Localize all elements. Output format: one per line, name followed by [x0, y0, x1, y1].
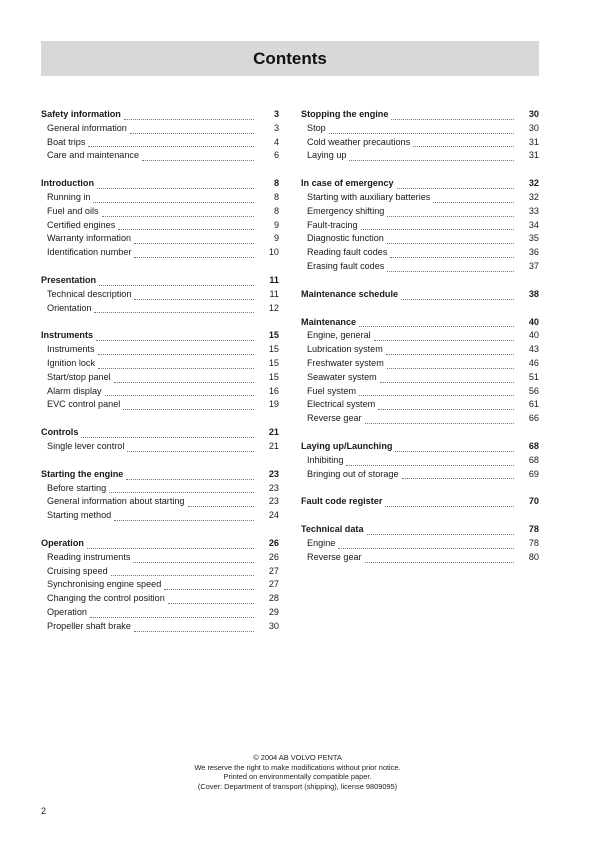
- toc-section: [301, 523, 539, 564]
- toc-entry-page: 31: [528, 136, 539, 147]
- toc-entry-page: 30: [268, 620, 279, 631]
- toc-subentry[interactable]: [41, 620, 279, 634]
- toc-subentry[interactable]: [41, 232, 279, 246]
- footer-line: We reserve the right to make modifications without prior notice.: [194, 762, 401, 772]
- dot-leader: [397, 179, 515, 189]
- toc-subentry[interactable]: [301, 537, 539, 551]
- toc-entry-page: 78: [528, 537, 539, 548]
- toc-entry-page: 15: [268, 344, 279, 355]
- toc-heading[interactable]: [41, 329, 279, 343]
- toc-subentry[interactable]: [301, 329, 539, 343]
- toc-heading[interactable]: [41, 537, 279, 551]
- toc-entry-page: 29: [268, 606, 279, 617]
- toc-entry-label: Safety information: [41, 109, 121, 119]
- toc-entry-page: 51: [528, 371, 539, 382]
- toc-entry-label: Operation: [47, 606, 87, 617]
- toc-entry-page: 8: [273, 205, 279, 216]
- toc-entry-page: 21: [268, 427, 279, 438]
- toc-entry-page: 8: [273, 191, 279, 202]
- dot-leader: [98, 345, 254, 355]
- dot-leader: [102, 207, 254, 217]
- dot-leader: [130, 124, 254, 134]
- toc-entry-page: 26: [268, 551, 279, 562]
- toc-entry-page: 9: [273, 233, 279, 244]
- toc-entry-label: Diagnostic function: [307, 233, 384, 244]
- dot-leader: [109, 483, 254, 493]
- dot-leader: [390, 248, 514, 258]
- toc-entry-label: Starting the engine: [41, 468, 124, 479]
- toc-entry-label: Bringing out of storage: [307, 468, 399, 479]
- toc-entry-label: Laying up: [307, 150, 347, 161]
- toc-entry-label: Single lever control: [47, 440, 125, 451]
- toc-entry-label: Erasing fault codes: [307, 260, 385, 271]
- toc-entry-page: 27: [268, 579, 279, 590]
- toc-section: [41, 537, 279, 634]
- toc-subentry[interactable]: [41, 398, 279, 412]
- dot-leader: [168, 594, 254, 604]
- dot-leader: [387, 262, 514, 272]
- toc-entry-label: Reverse gear: [307, 551, 362, 562]
- toc-entry-label: Orientation: [47, 302, 92, 313]
- toc-subentry[interactable]: [41, 205, 279, 219]
- toc-entry-label: Laying up/Launching: [301, 440, 393, 451]
- toc-entry-label: Technical description: [47, 288, 132, 299]
- toc-subentry[interactable]: [41, 565, 279, 579]
- toc-heading[interactable]: [301, 316, 539, 330]
- toc-subentry[interactable]: [301, 371, 539, 385]
- toc-entry-page: 66: [528, 413, 539, 424]
- dot-leader: [401, 290, 514, 300]
- toc-entry-page: 56: [528, 385, 539, 396]
- toc-section: [41, 468, 279, 523]
- toc-subentry[interactable]: [301, 246, 539, 260]
- dot-leader: [386, 345, 514, 355]
- toc-entry-page: 15: [268, 357, 279, 368]
- dot-leader: [124, 110, 254, 120]
- toc-entry-label: Instruments: [41, 330, 94, 341]
- toc-entry-page: 26: [268, 537, 279, 548]
- toc-entry-page: 40: [528, 316, 539, 327]
- toc-entry-label: Boat trips: [47, 136, 86, 147]
- toc-entry-page: 9: [273, 219, 279, 230]
- toc-entry-label: Start/stop panel: [47, 371, 111, 382]
- toc-subentry[interactable]: [41, 495, 279, 509]
- toc-entry-label: Maintenance schedule: [301, 288, 399, 299]
- toc-entry-page: 19: [268, 399, 279, 410]
- toc-entry-label: Stopping the engine: [301, 109, 389, 119]
- dot-leader: [361, 220, 514, 230]
- toc-entry-label: Inhibiting: [307, 454, 344, 465]
- toc-heading[interactable]: [301, 523, 539, 537]
- toc-entry-label: Stop: [307, 122, 326, 133]
- toc-subentry[interactable]: [301, 343, 539, 357]
- toc-subentry[interactable]: [301, 454, 539, 468]
- toc-entry-page: 68: [528, 440, 539, 451]
- toc-entry-page: 32: [528, 178, 539, 189]
- toc-section: [41, 108, 279, 163]
- toc-heading[interactable]: [41, 468, 279, 482]
- toc-entry-page: 69: [528, 468, 539, 479]
- toc-subentry[interactable]: [301, 149, 539, 163]
- dot-leader: [329, 124, 514, 134]
- toc-left-column: [41, 108, 279, 648]
- toc-entry-label: Cruising speed: [47, 565, 108, 576]
- toc-entry-page: 46: [528, 357, 539, 368]
- footer-line: (Cover: Department of transport (shipping), license 9809095): [197, 781, 398, 791]
- dot-leader: [188, 497, 255, 507]
- page-title: Contents: [253, 48, 327, 68]
- toc-heading[interactable]: [301, 440, 539, 454]
- dot-leader: [387, 234, 514, 244]
- toc-entry-page: 78: [528, 524, 539, 535]
- toc-entry-page: 10: [268, 247, 279, 258]
- dot-leader: [97, 179, 254, 189]
- toc-entry-label: Fault code register: [301, 496, 383, 507]
- toc-entry-label: Reverse gear: [307, 413, 362, 424]
- toc-entry-label: Certified engines: [47, 219, 116, 230]
- toc-heading[interactable]: [301, 288, 539, 302]
- toc-subentry[interactable]: [41, 343, 279, 357]
- dot-leader: [134, 234, 254, 244]
- toc-entry-label: Freshwater system: [307, 357, 384, 368]
- dot-leader: [88, 137, 254, 147]
- toc-entry-label: Care and maintenance: [47, 150, 140, 161]
- toc-entry-label: Operation: [41, 537, 84, 548]
- toc-right-column: [301, 108, 539, 579]
- footer-line: Printed on environmentally compatible paper.: [223, 772, 372, 782]
- toc-subentry[interactable]: [41, 385, 279, 399]
- toc-entry-label: Alarm display: [47, 385, 102, 396]
- toc-subentry[interactable]: [301, 122, 539, 136]
- toc-entry-label: Maintenance: [301, 316, 357, 327]
- toc-entry-page: 34: [528, 219, 539, 230]
- toc-entry-page: 23: [268, 482, 279, 493]
- toc-entry-page: 43: [528, 344, 539, 355]
- toc-entry-label: Reading instruments: [47, 551, 131, 562]
- dot-leader: [433, 193, 514, 203]
- dot-leader: [118, 220, 254, 230]
- toc-subentry[interactable]: [301, 136, 539, 150]
- dot-leader: [134, 290, 254, 300]
- dot-leader: [365, 553, 514, 563]
- toc-entry-label: Emergency shifting: [307, 205, 385, 216]
- dot-leader: [126, 470, 254, 480]
- toc-section: [301, 288, 539, 302]
- footer-line: © 2004 AB VOLVO PENTA: [253, 753, 342, 762]
- toc-entry-label: Technical data: [301, 524, 364, 535]
- dot-leader: [359, 386, 514, 396]
- toc-subentry[interactable]: [41, 578, 279, 592]
- toc-subentry[interactable]: [41, 302, 279, 316]
- toc-entry-page: 4: [273, 136, 279, 147]
- toc-entry-label: Changing the control position: [47, 593, 165, 604]
- dot-leader: [367, 525, 515, 535]
- copyright-footer: [0, 753, 595, 791]
- dot-leader: [127, 442, 254, 452]
- toc-entry-label: EVC control panel: [47, 399, 121, 410]
- toc-heading[interactable]: [301, 177, 539, 191]
- toc-entry-label: Seawater system: [307, 371, 377, 382]
- dot-leader: [90, 608, 254, 618]
- toc-entry-page: 3: [273, 122, 279, 133]
- toc-entry-label: In case of emergency: [301, 178, 394, 189]
- toc-subentry[interactable]: [301, 205, 539, 219]
- toc-entry-label: Engine, general: [307, 330, 371, 341]
- dot-leader: [402, 469, 514, 479]
- toc-subentry[interactable]: [41, 592, 279, 606]
- toc-entry-label: Starting with auxiliary batteries: [307, 191, 431, 202]
- dot-leader: [142, 151, 254, 161]
- dot-leader: [114, 373, 254, 383]
- toc-entry-label: Synchronising engine speed: [47, 579, 162, 590]
- toc-entry-page: 33: [528, 205, 539, 216]
- toc-subentry[interactable]: [301, 398, 539, 412]
- toc-entry-label: Identification number: [47, 247, 132, 258]
- toc-entry-page: 30: [528, 122, 539, 133]
- toc-entry-page: 23: [268, 468, 279, 479]
- toc-entry-label: Electrical system: [307, 399, 376, 410]
- dot-leader: [81, 428, 254, 438]
- toc-subentry[interactable]: [41, 149, 279, 163]
- toc-section: [301, 177, 539, 274]
- toc-entry-label: Fuel and oils: [47, 205, 99, 216]
- dot-leader: [385, 497, 514, 507]
- dot-leader: [338, 539, 514, 549]
- toc-entry-label: General information: [47, 122, 127, 133]
- dot-leader: [133, 553, 254, 563]
- toc-subentry[interactable]: [41, 371, 279, 385]
- dot-leader: [93, 193, 254, 203]
- toc-subentry[interactable]: [301, 232, 539, 246]
- toc-entry-page: 36: [528, 247, 539, 258]
- toc-entry-page: 15: [268, 330, 279, 341]
- dot-leader: [359, 317, 514, 327]
- toc-subentry[interactable]: [301, 468, 539, 482]
- toc-section: [41, 426, 279, 454]
- dot-leader: [349, 151, 514, 161]
- toc-subentry[interactable]: [41, 509, 279, 523]
- toc-subentry[interactable]: [41, 482, 279, 496]
- toc-section: [301, 495, 539, 509]
- toc-entry-page: 32: [528, 191, 539, 202]
- toc-entry-label: Starting method: [47, 510, 112, 521]
- toc-entry-page: 8: [273, 178, 279, 189]
- toc-entry-page: 6: [273, 150, 279, 161]
- toc-subentry[interactable]: [41, 136, 279, 150]
- toc-entry-page: 61: [528, 399, 539, 410]
- page-number: 2: [41, 806, 47, 816]
- toc-subentry[interactable]: [41, 288, 279, 302]
- toc-heading[interactable]: [41, 108, 279, 122]
- toc-entry-label: Before starting: [47, 482, 107, 493]
- dot-leader: [374, 331, 514, 341]
- toc-entry-label: Lubrication system: [307, 344, 383, 355]
- toc-subentry[interactable]: [301, 191, 539, 205]
- toc-entry-label: Running in: [47, 191, 91, 202]
- toc-subentry[interactable]: [41, 191, 279, 205]
- dot-leader: [391, 110, 514, 120]
- toc-section: [301, 440, 539, 481]
- toc-subentry[interactable]: [41, 551, 279, 565]
- dot-leader: [413, 137, 514, 147]
- toc-heading[interactable]: [41, 177, 279, 191]
- toc-entry-label: Controls: [41, 427, 79, 438]
- dot-leader: [87, 539, 254, 549]
- toc-entry-page: 35: [528, 233, 539, 244]
- dot-leader: [99, 276, 254, 286]
- toc-entry-page: 12: [268, 302, 279, 313]
- toc-subentry[interactable]: [301, 412, 539, 426]
- toc-subentry[interactable]: [41, 606, 279, 620]
- dot-leader: [114, 511, 254, 521]
- contents-banner: [41, 41, 539, 76]
- dot-leader: [380, 373, 514, 383]
- dot-leader: [123, 400, 254, 410]
- dot-leader: [134, 248, 254, 258]
- dot-leader: [365, 414, 514, 424]
- toc-entry-page: 11: [269, 274, 279, 285]
- toc-subentry[interactable]: [41, 219, 279, 233]
- dot-leader: [395, 442, 514, 452]
- dot-leader: [387, 359, 514, 369]
- toc-subentry[interactable]: [41, 122, 279, 136]
- toc-section: [41, 329, 279, 412]
- toc-subentry[interactable]: [41, 440, 279, 454]
- toc-subentry[interactable]: [41, 246, 279, 260]
- toc-entry-page: 38: [528, 288, 539, 299]
- toc-entry-page: 24: [268, 510, 279, 521]
- toc-subentry[interactable]: [301, 551, 539, 565]
- toc-entry-label: Introduction: [41, 178, 95, 189]
- dot-leader: [105, 386, 254, 396]
- dot-leader: [346, 456, 514, 466]
- toc-section: [301, 316, 539, 426]
- dot-leader: [164, 580, 254, 590]
- toc-entry-page: 40: [528, 330, 539, 341]
- toc-entry-label: Ignition lock: [47, 357, 96, 368]
- toc-section: [41, 274, 279, 315]
- toc-entry-page: 11: [269, 288, 279, 299]
- toc-entry-page: 23: [268, 496, 279, 507]
- dot-leader: [134, 622, 254, 632]
- toc-heading[interactable]: [41, 274, 279, 288]
- toc-entry-page: 70: [528, 496, 539, 507]
- toc-entry-label: Propeller shaft brake: [47, 620, 131, 631]
- dot-leader: [98, 359, 254, 369]
- toc-entry-page: 21: [268, 440, 279, 451]
- toc-heading[interactable]: [301, 108, 539, 122]
- toc-subentry[interactable]: [301, 219, 539, 233]
- toc-entry-label: Engine: [307, 537, 336, 548]
- toc-entry-page: 80: [528, 551, 539, 562]
- dot-leader: [387, 207, 514, 217]
- toc-subentry[interactable]: [301, 385, 539, 399]
- toc-entry-label: Fault-tracing: [307, 219, 358, 230]
- dot-leader: [96, 331, 254, 341]
- toc-entry-page: 28: [268, 593, 279, 604]
- toc-section: [41, 177, 279, 260]
- toc-entry-page: 16: [268, 385, 279, 396]
- toc-entry-label: Cold weather precautions: [307, 136, 411, 147]
- toc-subentry[interactable]: [301, 260, 539, 274]
- toc-entry-label: Instruments: [47, 344, 95, 355]
- dot-leader: [378, 400, 514, 410]
- toc-entry-page: 68: [528, 454, 539, 465]
- toc-entry-label: Fuel system: [307, 385, 357, 396]
- toc-entry-label: Reading fault codes: [307, 247, 388, 258]
- toc-entry-page: 37: [528, 260, 539, 271]
- toc-entry-page: 3: [273, 109, 279, 119]
- toc-entry-label: General information about starting: [47, 496, 185, 507]
- toc-heading[interactable]: [41, 426, 279, 440]
- toc-section: [301, 108, 539, 163]
- toc-entry-page: 15: [268, 371, 279, 382]
- dot-leader: [111, 566, 254, 576]
- toc-entry-label: Presentation: [41, 274, 97, 285]
- dot-leader: [94, 303, 254, 313]
- toc-entry-page: 30: [528, 109, 539, 119]
- toc-heading[interactable]: [301, 495, 539, 509]
- toc-entry-page: 31: [528, 150, 539, 161]
- toc-subentry[interactable]: [301, 357, 539, 371]
- toc-entry-label: Warranty information: [47, 233, 132, 244]
- toc-subentry[interactable]: [41, 357, 279, 371]
- toc-entry-page: 27: [268, 565, 279, 576]
